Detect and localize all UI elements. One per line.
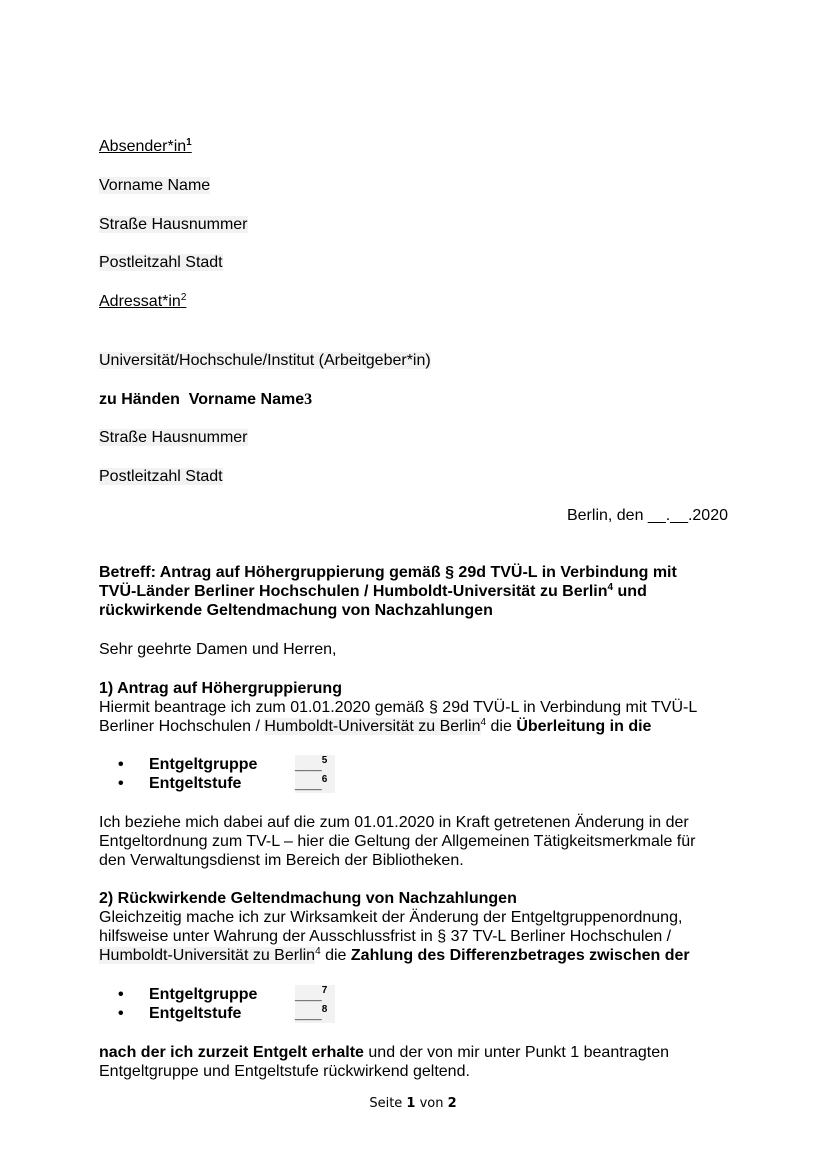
addressee-street: Straße Hausnummer bbox=[99, 429, 248, 446]
page-footer: Seite 1 von 2 bbox=[369, 1096, 457, 1111]
document-page: $Absender*in^1$ Vorname Name Straße Hausnummer Postleitzahl Stadt $Adressat*in^2$ Universität/Hochschule/Institut (Arbeitgeber*in) zu Händen Vorname Name3 Straße Hausnummer Postleitzahl Stadt Berlin, den __.__.2020 Betreff: Antrag auf Höhergruppierung gemäß § 29d TVÜ-L in Verbindung mit TVÜ-Länder Berliner Hochschulen / Humboldt-Universität zu Berlin$^4$ und rückwirkende Geltendmachung von Nachzahlungen Sehr geehrte Damen und Herren, 1) Antrag auf Höhergruppierung Hiermit beantrage ich zum 01.01.2020 gemäß § 29d TVÜ-L in Verbindung mit TVÜ-L Berliner Hochschulen / Humboldt-Universität zu Berlin$^4$ die Überleitung in die • Entgeltgruppe ___$^5$ • Entgeltstufe ___$^6$ Ich beziehe mich dabei auf die zum 01.01.2020 in Kraft getretenen Änderung in der Entgeltordnung zum TV-L – hier die Geltung der Allgemeinen Tätigkeitsmerkmale für den Verwaltungsdienst im Bereich der Bibliotheken. 2) Rückwirkende Geltendmachung von Nachzahlungen Gleichzeitig mache ich zur Wirksamkeit der Änderung der Entgeltgruppenordnung, hilfsweise unter Wahrung der Ausschlussfrist in § 37 TV-L Berliner Hochschulen / Humboldt-Universität zu Berlin$^4$ die Zahlung des Differenzbetrages zwischen der • Entgeltgruppe ___$^7$ • Entgeltstufe ___$^8$ nach der ich zurzeit Entgelt erhalte und der von mir unter Punkt 1 beantragten Entgeltgruppe und Entgeltstufe rückwirkend geltend. Seite 1 von 2 bbox=[0, 0, 826, 1169]
section-1: 1) Antrag auf Höhergruppierung Hiermit beantrage ich zum 01.01.2020 gemäß § 29d TVÜ-L in Verbindung mit TVÜ-L Berliner Hochschulen / Humboldt-Universität zu Berlin$^4$ die Überleitung in die bbox=[99, 680, 698, 735]
sender-heading: $Absender*in^1$ bbox=[99, 137, 192, 155]
section-2-closing: nach der ich zurzeit Entgelt erhalte und der von mir unter Punkt 1 beantragten Entgeltgruppe und Entgeltstufe rückwirkend geltend. bbox=[99, 1044, 670, 1080]
addressee-institution: Universität/Hochschule/Institut (Arbeitgeber*in) bbox=[99, 352, 431, 369]
subject: Betreff: Antrag auf Höhergruppierung gemäß § 29d TVÜ-L in Verbindung mit TVÜ-Länder Berliner Hochschulen / Humboldt-Universität zu Berlin$^4$ und rückwirkende Geltendmachung von Nachzahlungen bbox=[99, 564, 677, 619]
addressee-attn: zu Händen Vorname Name3 bbox=[99, 391, 313, 408]
sender-name: Vorname Name bbox=[99, 177, 211, 194]
salutation: Sehr geehrte Damen und Herren, bbox=[99, 641, 337, 658]
addressee-city: Postleitzahl Stadt bbox=[99, 468, 223, 485]
section-2: 2) Rückwirkende Geltendmachung von Nachzahlungen Gleichzeitig mache ich zur Wirksamkeit der Änderung der Entgeltgruppenordnung, hilfsweise unter Wahrung der Ausschlussfrist in § 37 TV-L Berliner Hochschulen / Humboldt-Universität zu Berlin$^4$ die Zahlung des Differenzbetrages zwischen der bbox=[99, 890, 690, 964]
section-1-paragraph: Ich beziehe mich dabei auf die zum 01.01.2020 in Kraft getretenen Änderung in der Entgeltordnung zum TV-L – hier die Geltung der Allgemeinen Tätigkeitsmerkmale für den Verwaltungsdienst im Bereich der Bibliotheken. bbox=[99, 814, 696, 869]
sender-street: Straße Hausnummer bbox=[99, 216, 248, 233]
sender-city: Postleitzahl Stadt bbox=[99, 254, 223, 271]
date-line: Berlin, den __.__.2020 bbox=[566, 507, 728, 524]
addressee-heading: $Adressat*in^2$ bbox=[99, 292, 187, 310]
